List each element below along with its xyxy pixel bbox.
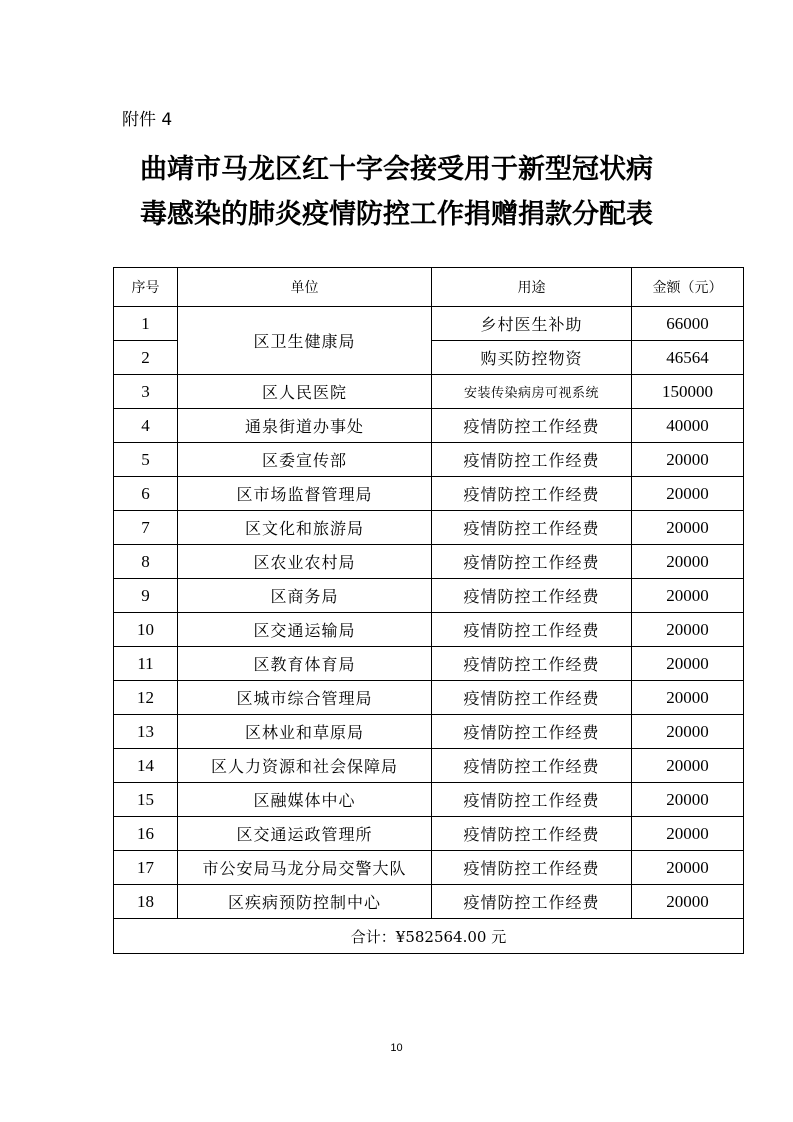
page-number: 10 — [390, 1042, 403, 1054]
table-row — [114, 783, 744, 817]
table-row — [114, 851, 744, 885]
row-unit: 区农业农村局 — [178, 545, 432, 579]
row-amount: 20000 — [632, 579, 744, 613]
row-seq: 15 — [114, 783, 178, 817]
row-seq: 13 — [114, 715, 178, 749]
row-use: 安装传染病房可视系统 — [432, 375, 632, 409]
table-header-row — [114, 268, 744, 307]
table-row — [114, 579, 744, 613]
table-row — [114, 647, 744, 681]
row-unit: 市公安局马龙分局交警大队 — [178, 851, 432, 885]
row-use: 疫情防控工作经费 — [432, 477, 632, 511]
row-amount: 20000 — [632, 545, 744, 579]
row-unit: 区人力资源和社会保障局 — [178, 749, 432, 783]
row-unit: 区林业和草原局 — [178, 715, 432, 749]
row-use: 疫情防控工作经费 — [432, 817, 632, 851]
row-seq: 9 — [114, 579, 178, 613]
row-unit: 区教育体育局 — [178, 647, 432, 681]
row-unit: 区商务局 — [178, 579, 432, 613]
table-total-row — [114, 919, 744, 954]
row-seq: 6 — [114, 477, 178, 511]
row-use: 疫情防控工作经费 — [432, 409, 632, 443]
row-seq: 2 — [114, 341, 178, 375]
table-row — [114, 511, 744, 545]
allocation-table — [113, 267, 744, 954]
table-row — [114, 715, 744, 749]
attachment-label: 附件 4 — [122, 110, 173, 130]
header-unit: 单位 — [178, 268, 432, 307]
row-seq: 18 — [114, 885, 178, 919]
row-use: 疫情防控工作经费 — [432, 443, 632, 477]
row-unit: 区人民医院 — [178, 375, 432, 409]
row-unit: 通泉街道办事处 — [178, 409, 432, 443]
row-use: 购买防控物资 — [432, 341, 632, 375]
row-seq: 4 — [114, 409, 178, 443]
row-amount: 150000 — [632, 375, 744, 409]
row-use: 疫情防控工作经费 — [432, 851, 632, 885]
row-use: 疫情防控工作经费 — [432, 783, 632, 817]
row-use: 疫情防控工作经费 — [432, 715, 632, 749]
row-amount: 20000 — [632, 817, 744, 851]
row-unit: 区交通运政管理所 — [178, 817, 432, 851]
table-row — [114, 375, 744, 409]
row-use: 疫情防控工作经费 — [432, 545, 632, 579]
row-amount: 40000 — [632, 409, 744, 443]
row-amount: 20000 — [632, 443, 744, 477]
row-seq: 1 — [114, 307, 178, 341]
row-seq: 5 — [114, 443, 178, 477]
table-row — [114, 409, 744, 443]
row-unit: 区卫生健康局 — [178, 307, 432, 375]
table-row — [114, 545, 744, 579]
total-amount: 合计：¥582564.00 元 — [114, 919, 744, 954]
table-row — [114, 477, 744, 511]
document-title-line1: 曲靖市马龙区红十字会接受用于新型冠状病 — [140, 154, 653, 185]
row-unit: 区城市综合管理局 — [178, 681, 432, 715]
row-use: 疫情防控工作经费 — [432, 749, 632, 783]
row-seq: 7 — [114, 511, 178, 545]
row-amount: 20000 — [632, 477, 744, 511]
row-use: 乡村医生补助 — [432, 307, 632, 341]
row-seq: 14 — [114, 749, 178, 783]
row-use: 疫情防控工作经费 — [432, 681, 632, 715]
row-use: 疫情防控工作经费 — [432, 511, 632, 545]
table-row — [114, 885, 744, 919]
row-unit: 区交通运输局 — [178, 613, 432, 647]
row-seq: 10 — [114, 613, 178, 647]
table-row — [114, 613, 744, 647]
document-title-line2: 毒感染的肺炎疫情防控工作捐赠捐款分配表 — [140, 199, 653, 230]
row-use: 疫情防控工作经费 — [432, 579, 632, 613]
row-amount: 46564 — [632, 341, 744, 375]
row-amount: 20000 — [632, 715, 744, 749]
row-amount: 20000 — [632, 783, 744, 817]
row-amount: 20000 — [632, 613, 744, 647]
row-use: 疫情防控工作经费 — [432, 647, 632, 681]
row-use: 疫情防控工作经费 — [432, 885, 632, 919]
row-amount: 20000 — [632, 851, 744, 885]
row-seq: 17 — [114, 851, 178, 885]
row-amount: 20000 — [632, 681, 744, 715]
row-seq: 16 — [114, 817, 178, 851]
header-use: 用途 — [432, 268, 632, 307]
row-seq: 11 — [114, 647, 178, 681]
row-seq: 8 — [114, 545, 178, 579]
row-amount: 20000 — [632, 511, 744, 545]
row-seq: 12 — [114, 681, 178, 715]
table-row — [114, 681, 744, 715]
row-amount: 20000 — [632, 885, 744, 919]
table-row — [114, 749, 744, 783]
row-seq: 3 — [114, 375, 178, 409]
row-amount: 20000 — [632, 749, 744, 783]
row-use: 疫情防控工作经费 — [432, 613, 632, 647]
row-unit: 区文化和旅游局 — [178, 511, 432, 545]
row-amount: 66000 — [632, 307, 744, 341]
row-unit: 区融媒体中心 — [178, 783, 432, 817]
row-unit: 区市场监督管理局 — [178, 477, 432, 511]
header-amount: 金额（元） — [632, 268, 744, 307]
row-amount: 20000 — [632, 647, 744, 681]
header-seq: 序号 — [114, 268, 178, 307]
table-row — [114, 307, 744, 341]
row-unit: 区委宣传部 — [178, 443, 432, 477]
table-row — [114, 443, 744, 477]
table-row — [114, 817, 744, 851]
row-unit: 区疾病预防控制中心 — [178, 885, 432, 919]
